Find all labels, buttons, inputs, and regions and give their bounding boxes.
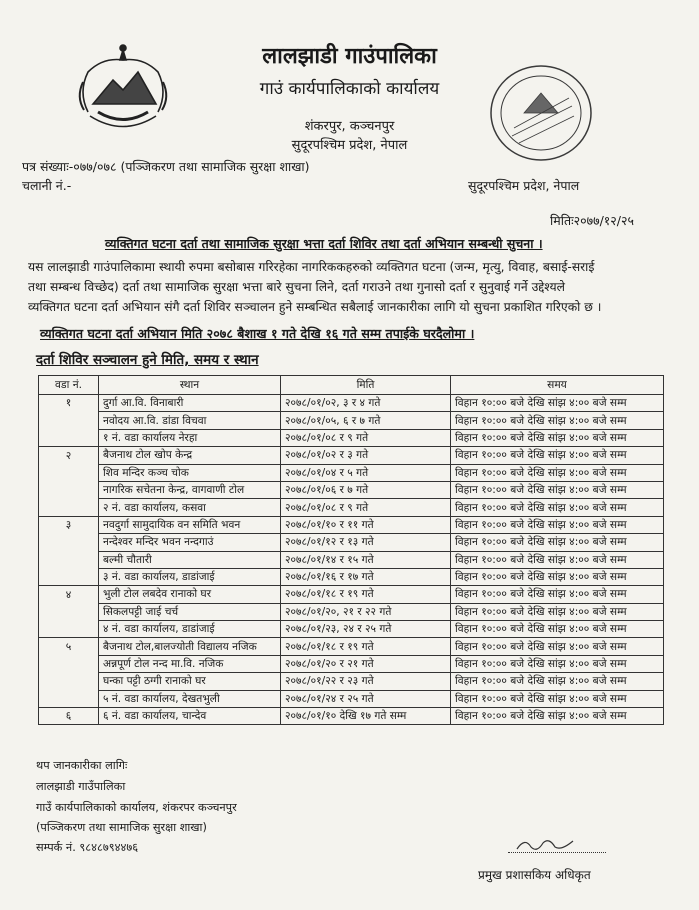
table-row — [39, 395, 664, 412]
ward-cell — [39, 690, 99, 707]
table-row — [39, 481, 664, 498]
office-name: गाउं कार्यपालिकाको कार्यालय — [259, 79, 440, 99]
table-row — [39, 551, 664, 568]
place-cell: शिव मन्दिर कञ्च चोक — [99, 464, 281, 481]
office-address: शंकरपुर, कञ्चनपुर — [304, 119, 395, 134]
notice-subject: व्यक्तिगत घटना दर्ता तथा सामाजिक सुरक्षा भत्ता दर्ता शिविर तथा दर्ता अभियान सम्बन्धी सुचना । — [105, 236, 543, 251]
place-cell: भुली टोल लबदेव रानाको घर — [99, 586, 281, 603]
ward-cell: ६ — [39, 708, 99, 725]
date-cell: २०७८/०१/२२ र २३ गते — [281, 673, 451, 690]
table-row — [39, 586, 664, 603]
footer-section: (पञ्जिकरण तथा सामाजिक सुरक्षा शाखा) — [36, 821, 207, 834]
time-cell: विहान १०:०० बजे देखि सांझ ४:०० बजे सम्म — [451, 655, 664, 672]
table-row — [39, 621, 664, 638]
place-cell: ३ नं. वडा कार्यालय, डाडांजाई — [99, 568, 281, 585]
date-cell: २०७८/०१/१० देखि १७ गते सम्म — [281, 708, 451, 725]
place-cell: ४ नं. वडा कार्यालय, डाडांजाई — [99, 621, 281, 638]
notice-body — [28, 257, 674, 317]
table-row — [39, 412, 664, 429]
ward-cell — [39, 655, 99, 672]
date-cell: २०७८/०१/२०, २१ र २२ गते — [281, 603, 451, 620]
ward-cell — [39, 621, 99, 638]
footer-office: गाउँ कार्यपालिकाको कार्यालय, शंकरपर कञ्चनपुर — [36, 801, 237, 814]
date-cell: २०७८/०१/२० र २१ गते — [281, 655, 451, 672]
notice-date: मितिः२०७७/१२/२५ — [550, 213, 635, 228]
ward-cell: २ — [39, 447, 99, 464]
table-row — [39, 447, 664, 464]
time-cell: विहान १०:०० बजे देखि सांझ ४:०० बजे सम्म — [451, 447, 664, 464]
signatory-title: प्रमुख प्रशासकिय अधिकृत — [478, 868, 591, 882]
ward-cell: १ — [39, 395, 99, 412]
time-cell: विहान १०:०० बजे देखि सांझ ४:०० बजे सम्म — [451, 586, 664, 603]
date-cell: २०७८/०१/१४ र १५ गते — [281, 551, 451, 568]
table-row — [39, 516, 664, 533]
place-cell: सिकलपट्टी जाई चर्च — [99, 603, 281, 620]
time-cell: विहान १०:०० बजे देखि सांझ ४:०० बजे सम्म — [451, 464, 664, 481]
table-row — [39, 690, 664, 707]
place-cell: १ नं. वडा कार्यालय नेरहा — [99, 429, 281, 446]
place-cell: २ नं. वडा कार्यालय, कसवा — [99, 499, 281, 516]
time-cell: विहान १०:०० बजे देखि सांझ ४:०० बजे सम्म — [451, 708, 664, 725]
place-cell: नवदुर्गा सामुदायिक वन समिति भवन — [99, 516, 281, 533]
date-cell: २०७८/०१/१८ र १९ गते — [281, 638, 451, 655]
place-cell: नागरिक सचेतना केन्द्र, वागवाणी टोल — [99, 481, 281, 498]
schedule-table-body — [39, 395, 664, 725]
table-row — [39, 655, 664, 672]
time-cell: विहान १०:०० बजे देखि सांझ ४:०० बजे सम्म — [451, 638, 664, 655]
ward-cell — [39, 464, 99, 481]
date-cell: २०७८/०१/१८ र १९ गते — [281, 586, 451, 603]
table-row — [39, 673, 664, 690]
dispatch-number: चलानी नं.- — [22, 178, 72, 193]
ward-cell — [39, 534, 99, 551]
table-row — [39, 534, 664, 551]
time-cell: विहान १०:०० बजे देखि सांझ ४:०० बजे सम्म — [451, 673, 664, 690]
time-cell: विहान १०:०० बजे देखि सांझ ४:०० बजे सम्म — [451, 516, 664, 533]
time-cell: विहान १०:०० बजे देखि सांझ ४:०० बजे सम्म — [451, 551, 664, 568]
reference-number: पत्र संख्याः-०७७/०७८ (पञ्जिकरण तथा सामाजिक सुरक्षा शाखा) — [22, 159, 310, 174]
col-header-ward: वडा नं. — [39, 376, 99, 395]
ward-cell — [39, 499, 99, 516]
ward-cell: ५ — [39, 638, 99, 655]
campaign-dates: व्यक्तिगत घटना दर्ता अभियान मिति २०७८ बैशाख १ गते देखि १६ गते सम्म तपाईके घरदैलोमा । — [40, 326, 475, 341]
date-cell: २०७८/०१/०४ र ५ गते — [281, 464, 451, 481]
date-cell: २०७८/०१/०५, ६ र ७ गते — [281, 412, 451, 429]
time-cell: विहान १०:०० बजे देखि सांझ ४:०० बजे सम्म — [451, 603, 664, 620]
date-cell: २०७८/०१/२४ र २५ गते — [281, 690, 451, 707]
table-row — [39, 499, 664, 516]
time-cell: विहान १०:०० बजे देखि सांझ ४:०० बजे सम्म — [451, 429, 664, 446]
place-cell: बैजनाथ टोल,बालज्योती विद्यालय नजिक — [99, 638, 281, 655]
time-cell: विहान १०:०० बजे देखि सांझ ४:०० बजे सम्म — [451, 621, 664, 638]
date-cell: २०७८/०१/०२ र ३ गते — [281, 447, 451, 464]
schedule-table — [38, 375, 664, 725]
municipality-title: लालझाडी गाउंपालिका — [262, 44, 437, 69]
ward-cell — [39, 481, 99, 498]
place-cell: अन्नपूर्ण टोल नन्द मा.वि. नजिक — [99, 655, 281, 672]
notice-body-line: व्यक्तिगत घटना दर्ता अभियान संगै दर्ता शिविर सञ्चालन हुने सम्बन्धित सबैलाई जानकारीका लागि यो सुचना प्रकाशित गरिएको छ । — [28, 300, 602, 314]
date-cell: २०७८/०१/१६ र १७ गते — [281, 568, 451, 585]
table-row — [39, 568, 664, 585]
schedule-heading: दर्ता शिविर सञ्चालन हुने मिति, समय र स्थान — [36, 352, 259, 368]
col-header-date: मिति — [281, 376, 451, 395]
ward-cell: ३ — [39, 516, 99, 533]
col-header-time: समय — [451, 376, 664, 395]
time-cell: विहान १०:०० बजे देखि सांझ ४:०० बजे सम्म — [451, 395, 664, 412]
date-cell: २०७८/०१/२३, २४ र २५ गते — [281, 621, 451, 638]
col-header-place: स्थान — [99, 376, 281, 395]
place-cell: नन्देश्वर मन्दिर भवन नन्दगाउं — [99, 534, 281, 551]
time-cell: विहान १०:०० बजे देखि सांझ ४:०० बजे सम्म — [451, 481, 664, 498]
time-cell: विहान १०:०० बजे देखि सांझ ४:०० बजे सम्म — [451, 499, 664, 516]
ward-cell — [39, 429, 99, 446]
date-cell: २०७८/०१/१२ र १३ गते — [281, 534, 451, 551]
table-row — [39, 464, 664, 481]
ward-cell — [39, 673, 99, 690]
place-cell: दुर्गा आ.वि. विनाबारी — [99, 395, 281, 412]
ward-cell — [39, 603, 99, 620]
province-right: सुदूरपश्चिम प्रदेश, नेपाल — [468, 178, 580, 193]
ward-cell — [39, 551, 99, 568]
notice-body-line: तथा सम्बन्ध विच्छेद) दर्ता तथा सामाजिक सुरक्षा भत्ता बारे सुचना लिने, दर्ता गराउने तथा गुनासो दर्ता र सुनुवाई गर्ने उद्देश्यले — [28, 280, 565, 294]
province-name: सुदूरपश्चिम प्रदेश, नेपाल — [291, 138, 408, 153]
time-cell: विहान १०:०० बजे देखि सांझ ४:०० बजे सम्म — [451, 568, 664, 585]
date-cell: २०७८/०१/०६ र ७ गते — [281, 481, 451, 498]
place-cell: घन्का पट्टी ठग्गी रानाको घर — [99, 673, 281, 690]
table-row — [39, 638, 664, 655]
table-header-row — [39, 376, 664, 395]
place-cell: बल्मी चौतारी — [99, 551, 281, 568]
time-cell: विहान १०:०० बजे देखि सांझ ४:०० बजे सम्म — [451, 412, 664, 429]
place-cell: ५ नं. वडा कार्यालय, देखतभुली — [99, 690, 281, 707]
date-cell: २०७८/०१/०८ र ९ गते — [281, 499, 451, 516]
signature-line — [508, 852, 606, 853]
date-cell: २०७८/०१/०२, ३ र ४ गते — [281, 395, 451, 412]
place-cell: नवोदय आ.वि. डांडा विचवा — [99, 412, 281, 429]
ward-cell — [39, 568, 99, 585]
footer-contact: सम्पर्क नं. ९८४८७९४४७६ — [36, 841, 139, 854]
more-info-label: थप जानकारीका लागिः — [36, 759, 128, 772]
place-cell: बैजनाथ टोल खोप केन्द्र — [99, 447, 281, 464]
time-cell: विहान १०:०० बजे देखि सांझ ४:०० बजे सम्म — [451, 534, 664, 551]
place-cell: ६ नं. वडा कार्यालय, चान्देव — [99, 708, 281, 725]
notice-body-line: यस लालझाडी गाउंपालिकामा स्थायी रुपमा बसोबास गरिरहेका नागरिककहरुको व्यक्तिगत घटना (जन्म, मृत्यु, विवाह, बसाई-सराई — [28, 260, 595, 274]
ward-cell — [39, 412, 99, 429]
date-cell: २०७८/०१/१० र ११ गते — [281, 516, 451, 533]
table-row — [39, 603, 664, 620]
table-row — [39, 429, 664, 446]
date-cell: २०७८/०१/०८ र ९ गते — [281, 429, 451, 446]
ward-cell: ४ — [39, 586, 99, 603]
time-cell: विहान १०:०० बजे देखि सांझ ४:०० बजे सम्म — [451, 690, 664, 707]
footer-municipality: लालझाडी गाउँपालिका — [36, 780, 126, 793]
table-row — [39, 708, 664, 725]
